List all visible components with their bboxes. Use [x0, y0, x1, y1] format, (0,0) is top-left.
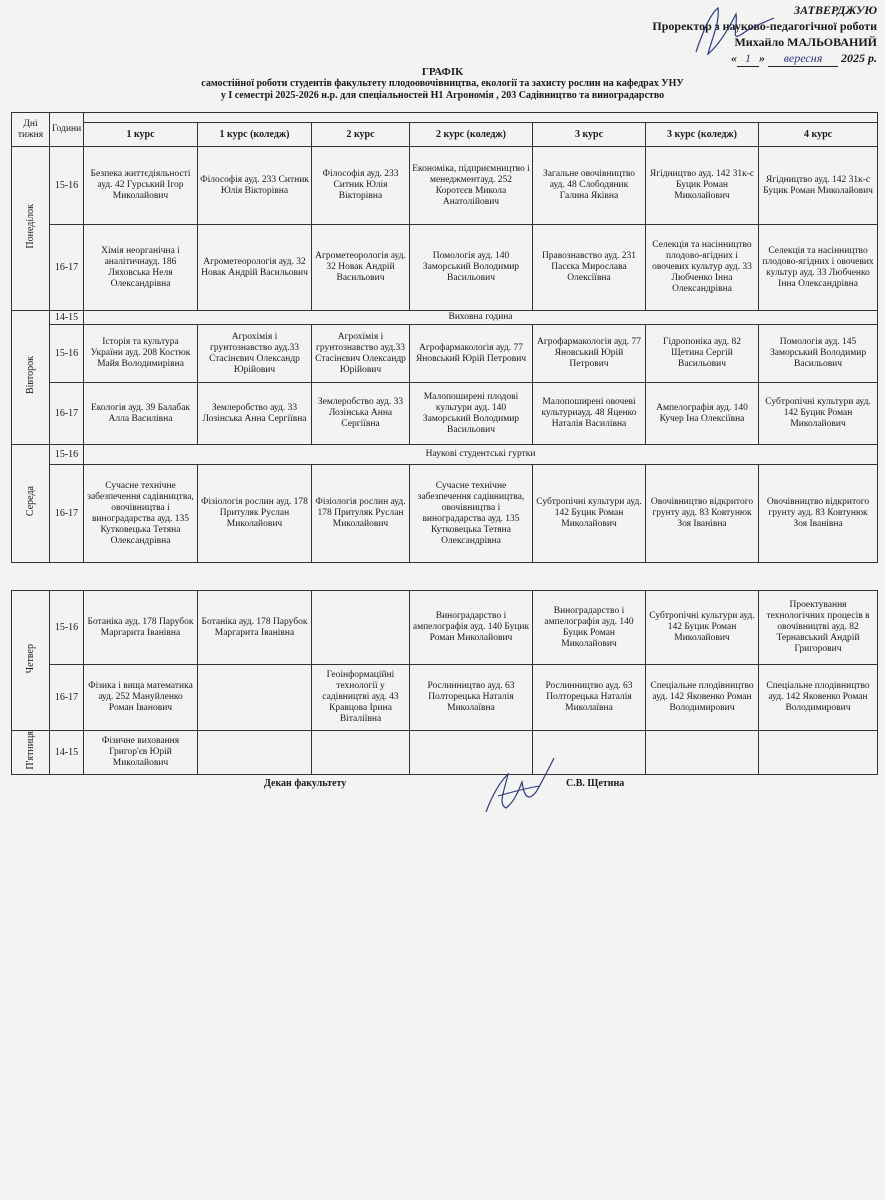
schedule-cell: Агрохімія і грунтознавство ауд.33 Стасінєвич Олександр Юрійович: [198, 325, 312, 383]
title-line-2: самостійної роботи студентів факультету плодоовочівництва, екології та захисту рослин на кафедрах УНУ: [201, 78, 684, 89]
schedule-cell: Землеробство ауд. 33 Лозінська Анна Сергіївна: [312, 383, 410, 445]
schedule-cell: Ампелографія ауд. 140 Кучер Іна Олексіївна: [646, 383, 759, 445]
schedule-cell: [312, 591, 410, 665]
hours-cell: 16-17: [50, 383, 84, 445]
schedule-table-top: [11, 112, 878, 563]
hours-cell: 16-17: [50, 665, 84, 731]
title-line-1: ГРАФІК: [421, 66, 464, 78]
approval-signature-icon: [690, 4, 780, 60]
schedule-cell: Фізіологія рослин ауд. 178 Притуляк Руслан Миколайович: [312, 465, 410, 563]
approval-heading: ЗАТВЕРДЖУЮ: [794, 3, 877, 17]
schedule-cell: Філософія ауд. 233 Ситник Юлія Вікторівна: [312, 147, 410, 225]
schedule-cell: Агрометеорологія ауд. 32 Новак Андрій Васильович: [312, 225, 410, 311]
schedule-cell: Агрофармакологія ауд. 77 Яновський Юрій Петрович: [410, 325, 533, 383]
day-cell-thursday: [12, 591, 50, 731]
header-course: 3 курс: [533, 123, 646, 147]
schedule-cell: Загальне овочівництво ауд. 48 Слободяник Галина Яківна: [533, 147, 646, 225]
schedule-cell: Безпека життєдіяльності ауд. 42 Гурський Ігор Миколайович: [84, 147, 198, 225]
header-course: 1 курс (коледж): [198, 123, 312, 147]
header-spacer-row: [12, 113, 878, 123]
day-cell-wednesday: [12, 445, 50, 563]
table-row: [12, 147, 878, 225]
day-cell-friday: [12, 731, 50, 775]
schedule-cell: Філософія ауд. 233 Ситник Юлія Вікторівна: [198, 147, 312, 225]
header-hours-label: Години: [52, 124, 82, 134]
day-label: Середа: [25, 486, 36, 517]
day-label: Вівторок: [25, 356, 36, 395]
schedule-cell: Ягідництво ауд. 142 31к-с Буцик Роман Миколайович: [646, 147, 759, 225]
hours-cell: 15-16: [50, 325, 84, 383]
schedule-cell: [646, 731, 759, 775]
schedule-cell: Овочівництво відкритого грунту ауд. 83 Ковтунюк Зоя Іванівна: [646, 465, 759, 563]
approval-date: « 1 » вересня 2025 р.: [731, 51, 877, 65]
hours-cell: 14-15: [50, 311, 84, 325]
schedule-cell: Проектування технологічних процесів в овочівництві ауд. 82 Тернавський Андрій Григорович: [759, 591, 878, 665]
day-cell-monday: [12, 147, 50, 311]
approval-date-day: 1: [737, 50, 759, 67]
schedule-cell: Ботаніка ауд. 178 Парубок Маргарита Іванівна: [84, 591, 198, 665]
schedule-cell: Малопоширені плодові культури ауд. 140 Заморський Володимир Васильович: [410, 383, 533, 445]
hours-cell: 16-17: [50, 225, 84, 311]
hours-cell: 14-15: [50, 731, 84, 775]
table-row: [12, 311, 878, 325]
schedule-cell: Фізика і вища математика ауд. 252 Мануйленко Роман Іванович: [84, 665, 198, 731]
title-line-3: у I семестрі 2025-2026 н.р. для спеціальностей Н1 Агрономія , 203 Садівництво та виноградарство: [220, 90, 665, 101]
header-row: [12, 123, 878, 147]
day-label: П'ятниця: [25, 731, 36, 770]
dean-label: Декан факультету: [264, 778, 347, 789]
table-row: [12, 665, 878, 731]
schedule-cell: Геоінформаційні технології у садівництві ауд. 43 Кравцова Ірина Віталіївна: [312, 665, 410, 731]
table-row: [12, 225, 878, 311]
schedule-cell: Овочівництво відкритого грунту ауд. 83 Ковтунюк Зоя Іванівна: [759, 465, 878, 563]
merged-cell: Виховна година: [84, 311, 878, 325]
schedule-cell: Ботаніка ауд. 178 Парубок Маргарита Іванівна: [198, 591, 312, 665]
hours-cell: 15-16: [50, 445, 84, 465]
schedule-cell: Агрометеорологія ауд. 32 Новак Андрій Васильович: [198, 225, 312, 311]
schedule-cell: Субтропічні культури ауд. 142 Буцик Роман Миколайович: [533, 465, 646, 563]
schedule-cell: [198, 665, 312, 731]
table-row: [12, 591, 878, 665]
approval-position: Проректор з науково-педагогічної роботи: [652, 19, 877, 33]
schedule-cell: [312, 731, 410, 775]
schedule-cell: Землеробство ауд. 33 Лозінська Анна Сергіївна: [198, 383, 312, 445]
merged-cell: Наукові студентські гуртки: [84, 445, 878, 465]
header-day-label: Дні тижня: [17, 118, 44, 140]
schedule-cell: Історія та культура України ауд. 208 Костюк Майя Володимирівна: [84, 325, 198, 383]
schedule-cell: Економіка, підприємництво і менеджментауд. 252 Коротєєв Микола Анатолійович: [410, 147, 533, 225]
schedule-cell: Селекція та насінництво плодово-ягідних і овочевих культур ауд. 33 Любченко Інна Олександрівна: [759, 225, 878, 311]
approval-date-year: 2025 р.: [841, 51, 877, 65]
schedule-cell: Екологія ауд. 39 Балабак Алла Василівна: [84, 383, 198, 445]
schedule-cell: [759, 731, 878, 775]
hours-cell: 15-16: [50, 591, 84, 665]
schedule-cell: Субтропічні культури ауд. 142 Буцик Роман Миколайович: [646, 591, 759, 665]
schedule-cell: Рослинництво ауд. 63 Полторецька Наталія Миколаївна: [533, 665, 646, 731]
dean-name: С.В. Щетина: [566, 778, 625, 789]
schedule-cell: Виноградарство і ампелографія ауд. 140 Буцик Роман Миколайович: [410, 591, 533, 665]
approval-name: Михайло МАЛЬОВАНИЙ: [734, 35, 877, 49]
schedule-cell: Сучасне технічне забезпечення садівництва, овочівництва і виноградарства ауд. 135 Кутковецька Тетяна Олександрівна: [84, 465, 198, 563]
table-row: [12, 731, 878, 775]
schedule-cell: Малопоширені овочеві культуриауд. 48 Яценко Наталія Василівна: [533, 383, 646, 445]
table-row: [12, 383, 878, 445]
hours-cell: 15-16: [50, 147, 84, 225]
table-row: [12, 445, 878, 465]
table-row: [12, 325, 878, 383]
schedule-cell: [198, 731, 312, 775]
schedule-cell: Ягідництво ауд. 142 31к-с Буцик Роман Миколайович: [759, 147, 878, 225]
schedule-cell: Гідропоніка ауд. 82 Щетина Сергій Васильович: [646, 325, 759, 383]
schedule-table-bottom: [11, 590, 878, 775]
dean-signature-icon: [478, 752, 558, 824]
hours-cell: 16-17: [50, 465, 84, 563]
day-cell-tuesday: [12, 311, 50, 445]
header-course: 1 курс: [84, 123, 198, 147]
header-course: 3 курс (коледж): [646, 123, 759, 147]
schedule-cell: Сучасне технічне забезпечення садівництва, овочівництва і виноградарства ауд. 135 Кутковецька Тетяна Олександрівна: [410, 465, 533, 563]
day-label: Понеділок: [25, 204, 36, 249]
schedule-cell: Спеціальне плодівництво ауд. 142 Яковенко Роман Володимирович: [759, 665, 878, 731]
schedule-cell: Рослинництво ауд. 63 Полторецька Наталія Миколаївна: [410, 665, 533, 731]
schedule-cell: Субтропічні культури ауд. 142 Буцик Роман Миколайович: [759, 383, 878, 445]
header-hours: [50, 113, 84, 147]
schedule-cell: Агрофармакологія ауд. 77 Яновський Юрій Петрович: [533, 325, 646, 383]
schedule-cell: Фізичне виховання Григор'єв Юрій Миколайович: [84, 731, 198, 775]
schedule-cell: Хімія неорганічна і аналітичнауд. 186 Ляховська Неля Олександрівна: [84, 225, 198, 311]
header-course: 4 курс: [759, 123, 878, 147]
day-label: Четвер: [25, 643, 36, 674]
header-spacer: [84, 113, 878, 123]
schedule-cell: Виноградарство і ампелографія ауд. 140 Буцик Роман Миколайович: [533, 591, 646, 665]
header-day: [12, 113, 50, 147]
schedule-title: [0, 66, 885, 102]
table-row: [12, 465, 878, 563]
schedule-cell: Правознавство ауд. 231 Пасєка Мирослава Олексіївна: [533, 225, 646, 311]
approval-date-month: вересня: [768, 50, 838, 67]
schedule-cell: Агрохімія і грунтознавство ауд.33 Стасінєвич Олександр Юрійович: [312, 325, 410, 383]
header-course: 2 курс (коледж): [410, 123, 533, 147]
schedule-cell: Селекція та насінництво плодово-ягідних і овочевих культур ауд. 33 Любченко Інна Олександрівна: [646, 225, 759, 311]
schedule-cell: Помологія ауд. 140 Заморський Володимир Васильович: [410, 225, 533, 311]
header-course: 2 курс: [312, 123, 410, 147]
schedule-cell: Спеціальне плодівництво ауд. 142 Яковенко Роман Володимирович: [646, 665, 759, 731]
schedule-cell: Фізіологія рослин ауд. 178 Притуляк Руслан Миколайович: [198, 465, 312, 563]
schedule-cell: Помологія ауд. 145 Заморський Володимир Васильович: [759, 325, 878, 383]
